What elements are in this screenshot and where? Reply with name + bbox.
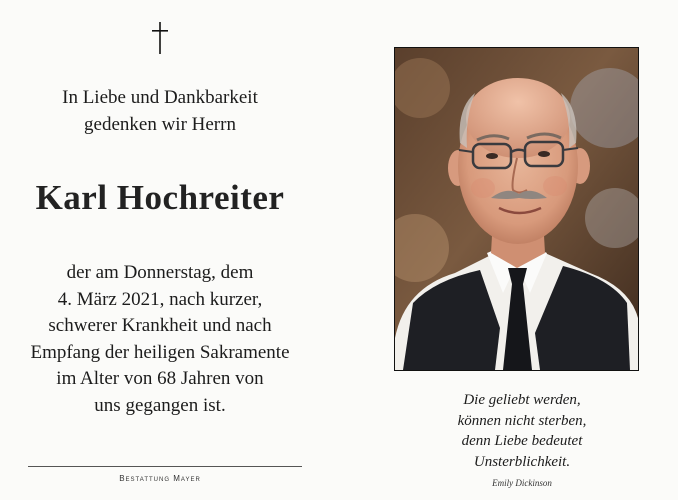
portrait-illustration [395, 48, 638, 370]
announcement-line: 4. März 2021, nach kurzer, [57, 288, 263, 310]
announcement-line: schwerer Krankheit und nach [48, 315, 272, 336]
portrait-photo [394, 47, 639, 371]
intro-text [0, 84, 320, 138]
intro-line-1: In Liebe und Dankbarkeit [62, 87, 258, 108]
deceased-name: Karl Hochreiter [35, 178, 285, 217]
divider-line [28, 466, 302, 467]
funeral-home-label: Bestattung Mayer [119, 474, 201, 483]
quote-line: Die geliebt werden, [463, 392, 581, 408]
quote-author: Emily Dickinson [492, 478, 552, 488]
announcement-line: der am Donnerstag, dem [66, 262, 254, 283]
announcement-line: uns gegangen ist. [94, 394, 226, 416]
announcement-line: im Alter von 68 Jahren von [56, 368, 264, 389]
quote-line: denn Liebe bedeutet [461, 433, 583, 449]
intro-line-2: gedenken wir Herrn [84, 114, 236, 135]
announcement-text [0, 260, 320, 419]
quote-line: Unsterblichkeit. [473, 453, 571, 470]
quote-line: können nicht sterben, [457, 412, 587, 429]
announcement-line: Empfang der heiligen Sakramente [30, 341, 290, 363]
cross-icon [150, 22, 170, 54]
memorial-quote [404, 390, 640, 472]
left-panel [0, 0, 320, 500]
